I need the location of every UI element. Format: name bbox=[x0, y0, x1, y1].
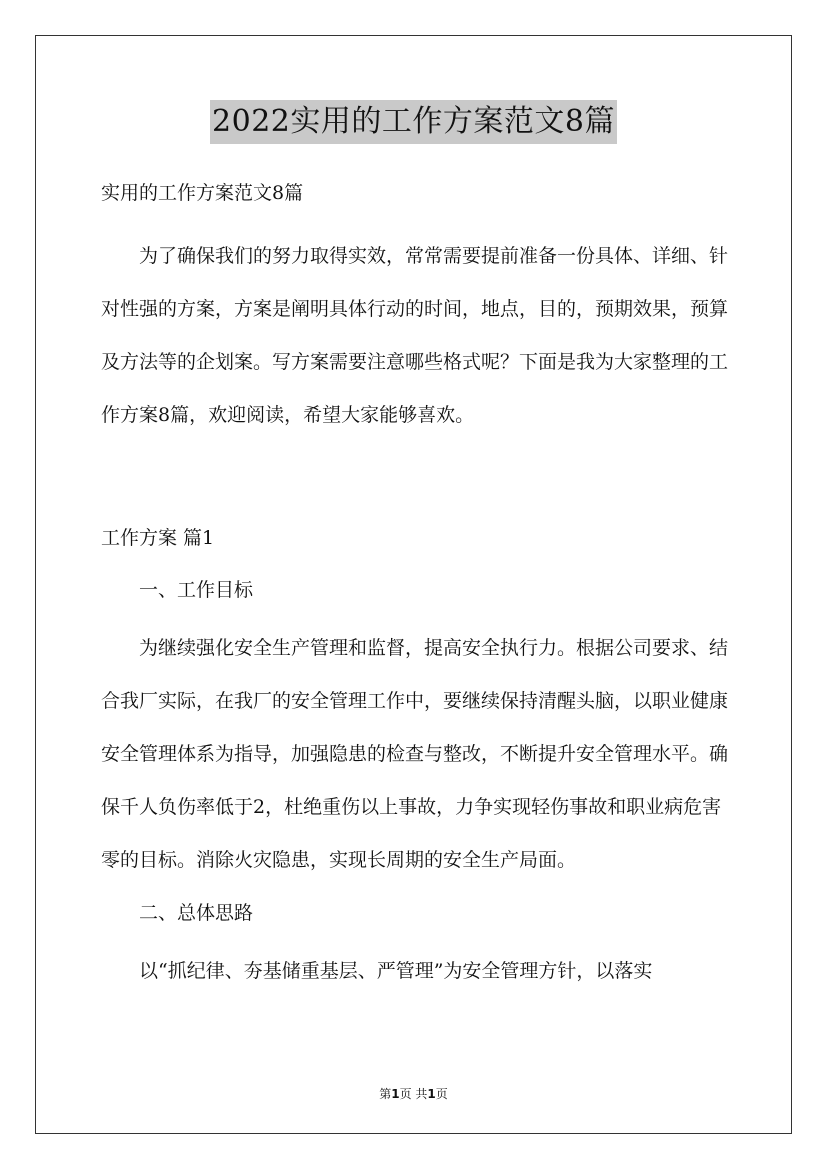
page-footer bbox=[0, 1085, 827, 1102]
title-container bbox=[0, 100, 827, 144]
document-subtitle: 实用的工作方案范文8篇 bbox=[101, 182, 304, 204]
footer-current-page: 1 bbox=[391, 1087, 400, 1101]
footer-middle: 页 共 bbox=[399, 1087, 428, 1101]
document-body bbox=[101, 175, 733, 1006]
body-paragraph-goal: 为继续强化安全生产管理和监督，提高安全执行力。根据公司要求、结合我厂实际，在我厂的安全管理工作中，要继续保持清醒头脑，以职业健康安全管理体系为指导，加强隐患的检查与整改，不断提升安全管理水平。确保千人负伤率低于2，杜绝重伤以上事故，力争实现轻伤事故和职业病危害零的目标。消除火灾隐患，实现长周期的安全生产局面。 bbox=[101, 637, 729, 871]
footer-total-pages: 1 bbox=[427, 1087, 436, 1101]
heading-work-goal: 一、工作目标 bbox=[139, 579, 254, 601]
intro-paragraph: 为了确保我们的努力取得实效，常常需要提前准备一份具体、详细、针对性强的方案，方案是阐明具体行动的时间，地点，目的，预期效果，预算及方法等的企划案。写方案需要注意哪些格式呢？下面是我为大家整理的工作方案8篇，欢迎阅读，希望大家能够喜欢。 bbox=[101, 245, 729, 426]
footer-prefix: 第 bbox=[379, 1087, 392, 1101]
heading-overall-approach: 二、总体思路 bbox=[139, 902, 254, 924]
section-title: 工作方案 篇1 bbox=[101, 527, 215, 549]
footer-suffix: 页 bbox=[435, 1087, 448, 1101]
document-title: 2022实用的工作方案范文8篇 bbox=[210, 100, 617, 144]
body-paragraph-approach: 以“抓纪律、夯基储重基层、严管理”为安全管理方针，以落实 bbox=[139, 960, 653, 982]
